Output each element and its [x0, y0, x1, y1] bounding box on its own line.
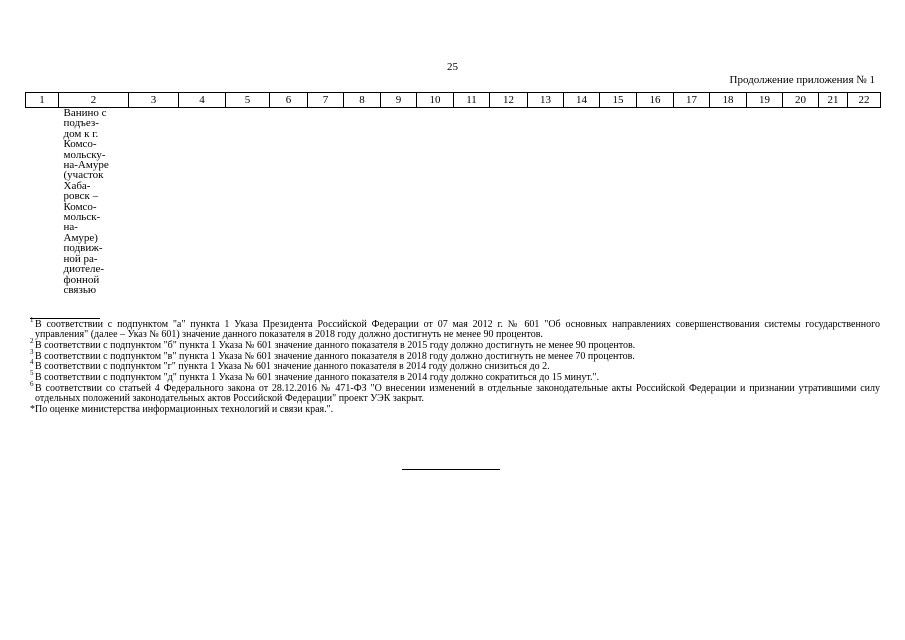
footnote-mark: 1 [30, 316, 34, 324]
column-header-4: 4 [179, 93, 226, 108]
footnote-text: В соответствии с подпунктом "в" пункта 1 Указа № 601 значение данного показателя в 2018 году должно достигнуть не менее 70 процентов. [35, 350, 635, 362]
footnotes [30, 316, 880, 415]
cell-text-line: подъез- [63, 117, 99, 130]
column-header-9: 9 [381, 93, 417, 108]
column-header-10: 10 [417, 93, 454, 108]
footnote-text: В соответствии с подпунктом "г" пункта 1 Указа № 601 значение данного показателя в 2014 году должно снизиться до 2. [35, 361, 550, 373]
cell-text-line: Ванино с [63, 107, 107, 119]
column-header-2: 2 [59, 93, 129, 108]
cell-text-line: Комсо- [63, 138, 97, 151]
cell-text-line: связью [63, 283, 97, 296]
column-header-1: 1 [26, 93, 59, 108]
cell-text-line: ровск – [63, 190, 99, 203]
footnote-mark: 2 [30, 336, 34, 345]
cell-text-line: Амуре) [63, 231, 98, 244]
column-header-3: 3 [129, 93, 179, 108]
column-header-18: 18 [710, 93, 747, 108]
footnote-mark: 6 [30, 379, 34, 388]
footnote-3 [30, 347, 880, 362]
cell-text-line: мольску- [63, 148, 106, 161]
column-header-14: 14 [564, 93, 600, 108]
footnote-mark: 3 [30, 347, 34, 356]
column-header-7: 7 [308, 93, 344, 108]
end-separator [402, 469, 500, 470]
cell-text-line: Хаба- [63, 179, 91, 192]
column-header-19: 19 [747, 93, 783, 108]
footnote-text: В соответствии с подпунктом "а" пункта 1 Указа Президента Российской Федерации от 07 мая 2012 г. № 601 "Об основных направлениях совершенствования системы государственного управления" (далее – Указ № 601) значение данного показателя в 2018 году должно достигнуть не менее 90 процентов. [35, 319, 880, 341]
footnote-4 [30, 358, 880, 373]
table-row [26, 108, 881, 296]
column-header-20: 20 [783, 93, 819, 108]
column-header-17: 17 [674, 93, 710, 108]
column-header-22: 22 [848, 93, 881, 108]
footnote-text: В соответствии с подпунктом "д" пункта 1 Указа № 601 значение данного показателя в 2014 году должно сократиться до 15 минут.". [35, 372, 600, 384]
cell-text-line: ной ра- [63, 252, 98, 265]
data-table [25, 92, 881, 295]
page-number: 25 [447, 61, 458, 73]
footnote-text: В соответствии с подпунктом "б" пункта 1 Указа № 601 значение данного показателя в 2015 году должно достигнуть не менее 90 процентов. [35, 339, 636, 351]
column-header-13: 13 [528, 93, 564, 108]
cell-text-line: фонной [63, 273, 100, 286]
column-header-6: 6 [270, 93, 308, 108]
column-header-5: 5 [226, 93, 270, 108]
column-header-15: 15 [600, 93, 637, 108]
cell-text-line: (участок [63, 169, 104, 182]
continuation-label: Продолжение приложения № 1 [729, 74, 875, 86]
cell-text-line: на-Амуре [63, 159, 109, 172]
footnote-mark: 4 [30, 358, 34, 367]
column-header-12: 12 [490, 93, 528, 108]
column-header-11: 11 [454, 93, 490, 108]
cell-text-line: мольск- [63, 211, 101, 224]
footnote-mark: 5 [30, 369, 34, 378]
footnote-1 [30, 316, 880, 341]
cell-text-line: диотеле- [63, 263, 105, 276]
footnote-5 [30, 369, 880, 384]
column-header-21: 21 [819, 93, 848, 108]
column-header-16: 16 [637, 93, 674, 108]
footnote-2 [30, 336, 880, 351]
cell-text-line: подвиж- [63, 242, 103, 255]
star-note: *По оценке министерства информационных технологий и связи края.". [30, 403, 334, 415]
table-header-row [26, 93, 881, 108]
footnote-text: В соответствии со статьей 4 Федерального закона от 28.12.2016 № 471-ФЗ "О внесении изменений в отдельные законодательные акты Российской Федерации и признании утратившими силу отдельных положений законодательных актов Российской Федерации" проект УЭК закрыт. [35, 382, 880, 404]
table-cell-name [26, 108, 881, 296]
footnote-6 [30, 379, 880, 404]
cell-text-line: дом к г. [63, 127, 99, 140]
column-header-8: 8 [344, 93, 381, 108]
cell-text-line: на- [63, 221, 78, 234]
cell-text-line: Комсо- [63, 200, 97, 213]
